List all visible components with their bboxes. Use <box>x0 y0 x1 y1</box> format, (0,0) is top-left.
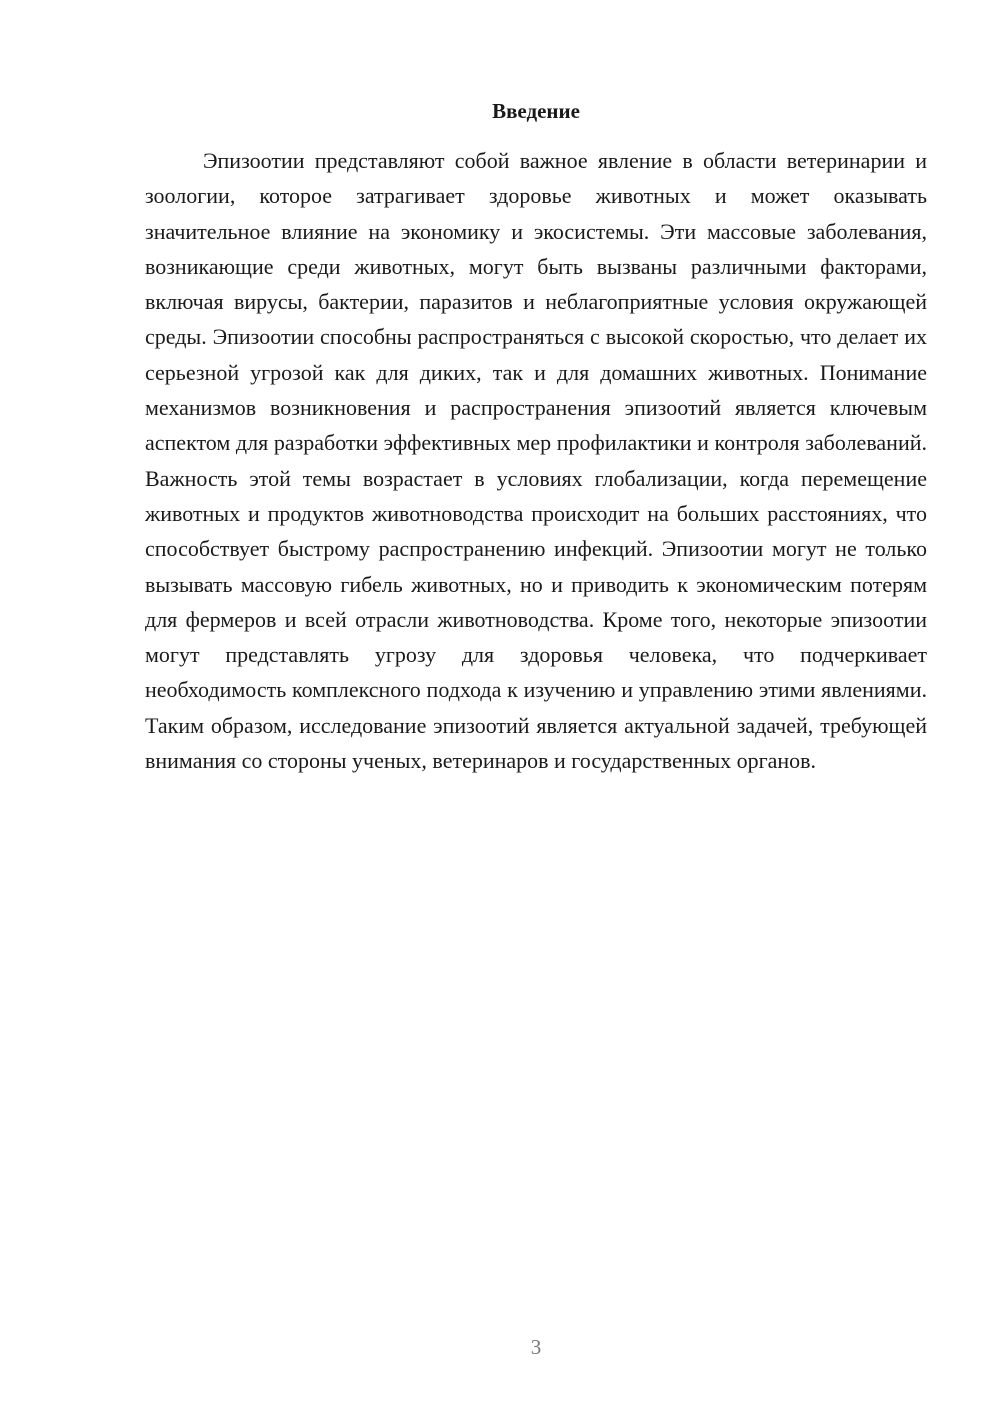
section-heading: Введение <box>492 99 580 123</box>
body-paragraph: Эпизоотии представляют собой важное явление в области ветеринарии и зоологии, которое затрагивает здоровье животных и может оказывать значительное влияние на экономику и экосистемы. Эти массовые заболевания, возникающие среди животных, могут быть вызваны различными факторами, включая вирусы, бактерии, паразитов и неблагоприятные условия окружающей среды. Эпизоотии способны распространяться с высокой скоростью, что делает их серьезной угрозой как для диких, так и для домашних животных. Понимание механизмов возникновения и распространения эпизоотий является ключевым аспектом для разработки эффективных мер профилактики и контроля заболеваний. Важность этой темы возрастает в условиях глобализации, когда перемещение животных и продуктов животноводства происходит на больших расстояниях, что способствует быстрому распространению инфекций. Эпизоотии могут не только вызывать массовую гибель животных, но и приводить к экономическим потерям для фермеров и всей отрасли животноводства. Кроме того, некоторые эпизоотии могут представлять угрозу для здоровья человека, что подчеркивает необходимость комплексного подхода к изучению и управлению этими явлениями. Таким образом, исследование эпизоотий является актуальной задачей, требующей внимания со стороны ученых, ветеринаров и государственных органов. <box>145 148 927 774</box>
page-number: 3 <box>530 1335 542 1359</box>
